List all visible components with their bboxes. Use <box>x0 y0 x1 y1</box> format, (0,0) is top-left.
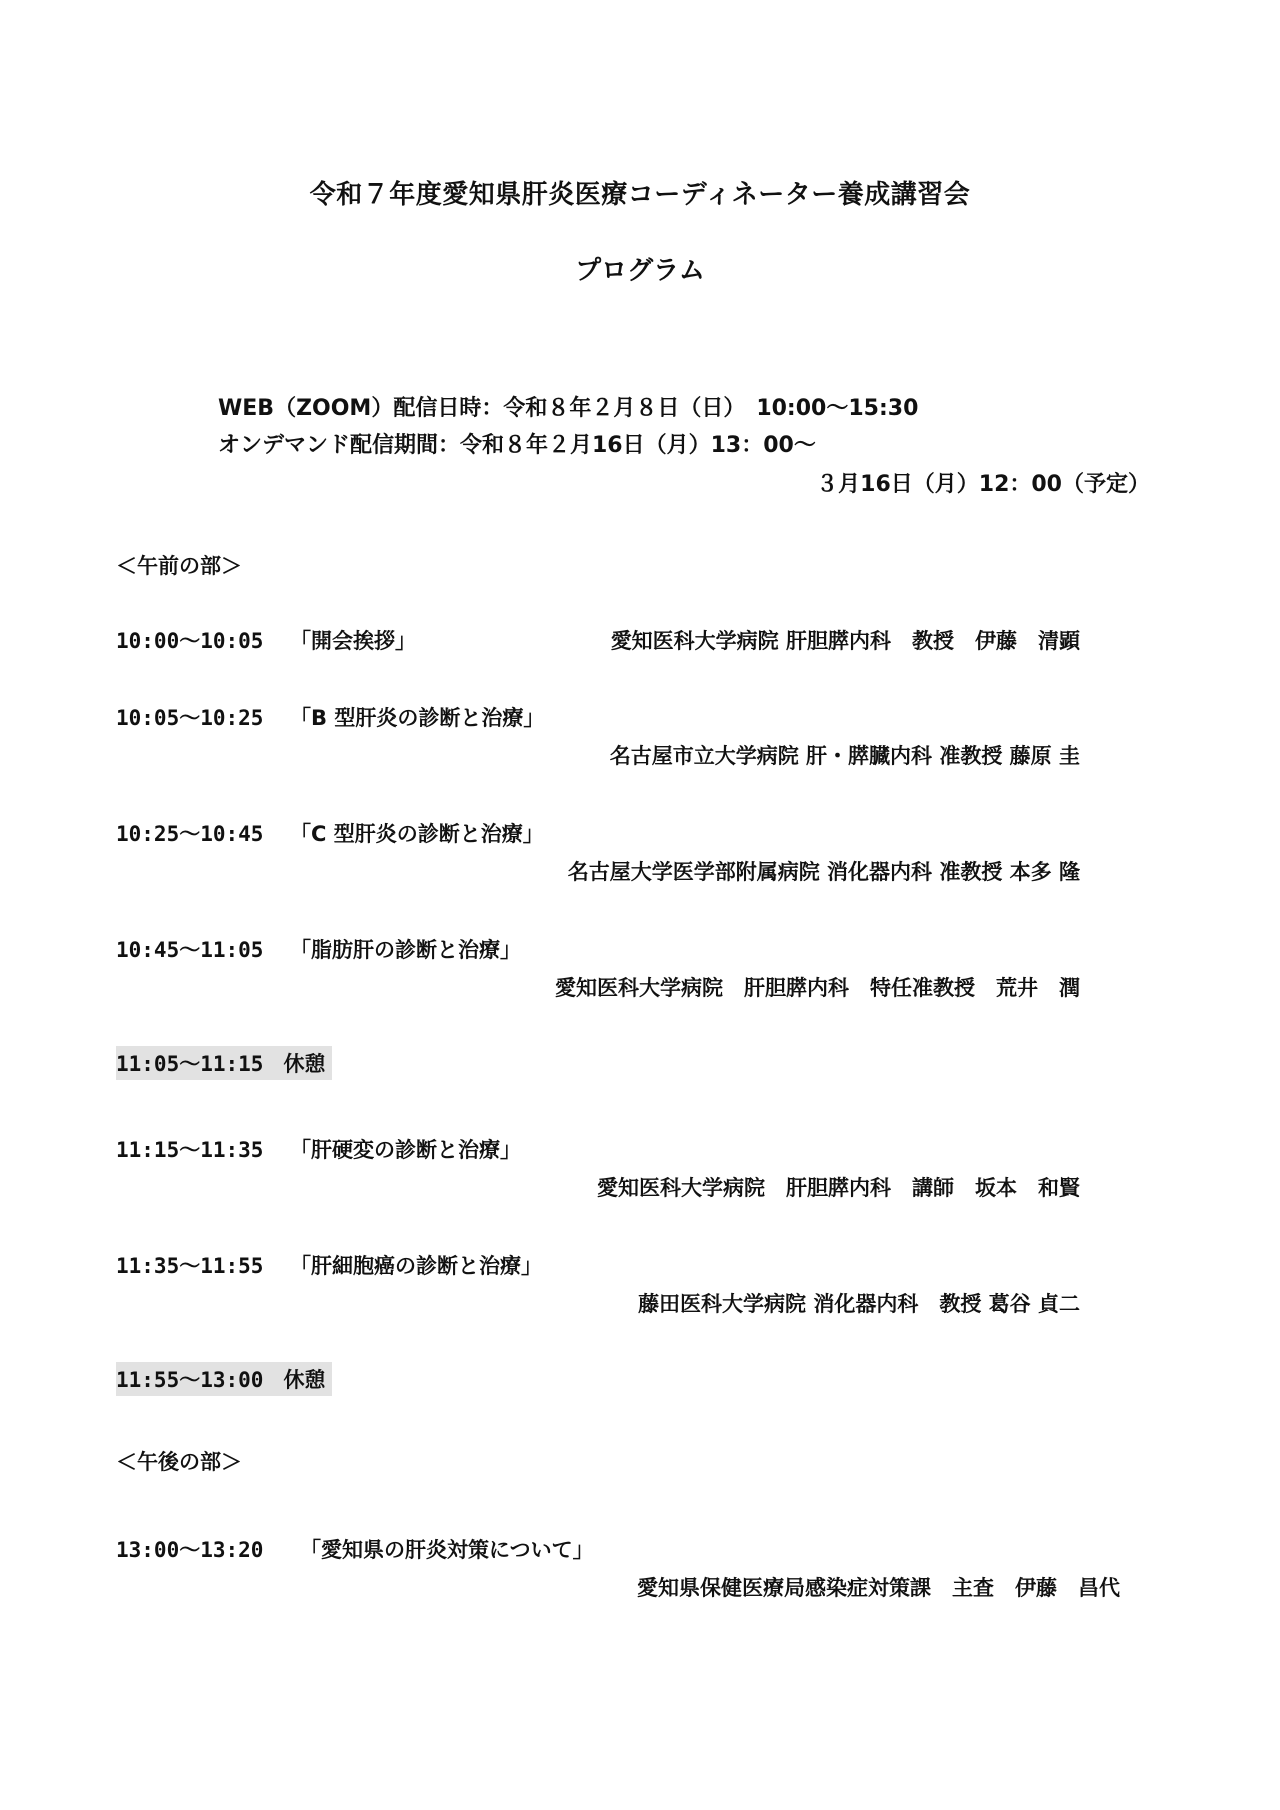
program-time: 10:00～10:05 <box>116 629 264 653</box>
program-time: 11:15～11:35 <box>116 1138 264 1162</box>
program-title: 「肝細胞癌の診断と治療」 <box>290 1254 542 1278</box>
program-speaker: 愛知医科大学病院 肝胆膵内科 教授 伊藤 清顕 <box>610 629 1080 653</box>
program-time: 10:25～10:45 <box>116 822 264 846</box>
document-subtitle: プログラム <box>575 256 705 286</box>
program-title: 「肝硬変の診断と治療」 <box>290 1138 521 1162</box>
program-title: 「愛知県の肝炎対策について」 <box>300 1538 594 1562</box>
program-speaker: 名古屋市立大学病院 肝・膵臓内科 准教授 藤原 圭 <box>609 744 1080 768</box>
program-title: 「開会挨拶」 <box>290 629 416 653</box>
program-time: 11:35～11:55 <box>116 1254 264 1278</box>
document-title: 令和７年度愛知県肝炎医療コーディネーター養成講習会 <box>309 180 971 210</box>
program-title: 「C 型肝炎の診断と治療」 <box>290 822 544 846</box>
program-title: 「脂肪肝の診断と治療」 <box>290 938 521 962</box>
web-broadcast-line: WEB（ZOOM）配信日時：令和８年２月８日（日） 10:00～15:30 <box>218 396 919 421</box>
program-speaker: 愛知県保健医療局感染症対策課 主査 伊藤 昌代 <box>637 1576 1120 1600</box>
break-row <box>116 1362 332 1396</box>
program-speaker: 愛知医科大学病院 肝胆膵内科 特任准教授 荒井 潤 <box>555 976 1080 1000</box>
program-speaker: 藤田医科大学病院 消化器内科 教授 葛谷 貞二 <box>638 1292 1080 1316</box>
program-time: 10:45～11:05 <box>116 938 264 962</box>
program-time: 13:00～13:20 <box>116 1538 264 1562</box>
program-speaker: 名古屋大学医学部附属病院 消化器内科 准教授 本多 隆 <box>567 860 1080 884</box>
section-morning: ＜午前の部＞ <box>116 554 242 578</box>
program-time: 10:05～10:25 <box>116 706 264 730</box>
program-title: 「B 型肝炎の診断と治療」 <box>290 706 545 730</box>
break-row <box>116 1046 332 1080</box>
break-time: 11:05～11:15 <box>116 1052 264 1076</box>
break-label: 休憩 <box>283 1368 326 1392</box>
section-afternoon: ＜午後の部＞ <box>116 1450 242 1474</box>
break-label: 休憩 <box>283 1052 326 1076</box>
program-speaker: 愛知医科大学病院 肝胆膵内科 講師 坂本 和賢 <box>597 1176 1080 1200</box>
ondemand-line-1: オンデマンド配信期間：令和８年２月16日（月）13：00～ <box>218 433 816 458</box>
break-time: 11:55～13:00 <box>116 1368 264 1392</box>
ondemand-line-2: ３月16日（月）12：00（予定） <box>816 472 1150 497</box>
